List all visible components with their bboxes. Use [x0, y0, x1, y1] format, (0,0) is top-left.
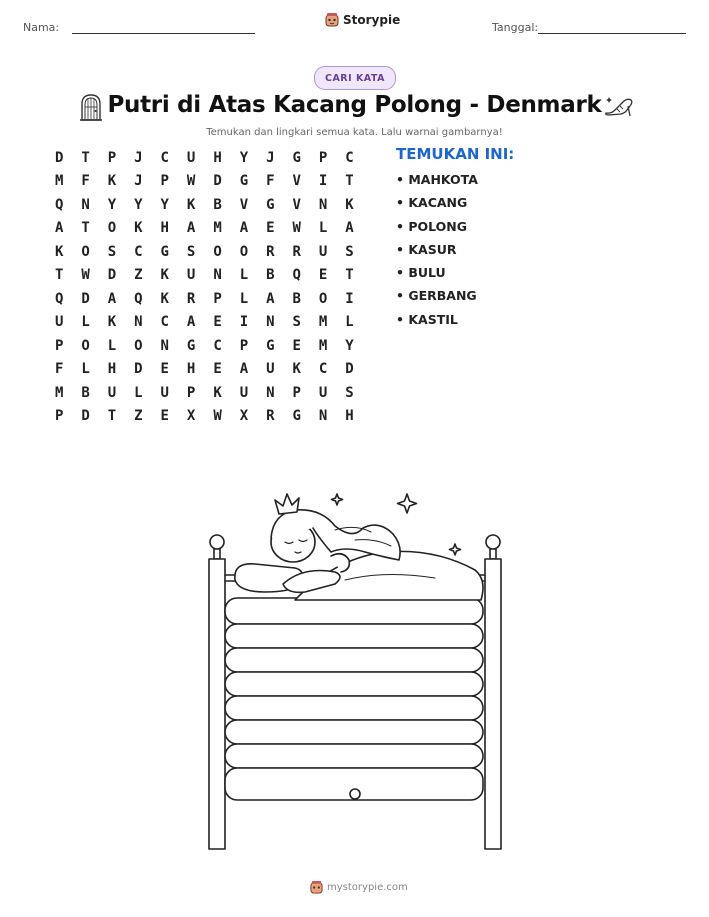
grid-letter[interactable]: A [54, 220, 64, 237]
grid-letter[interactable]: L [239, 290, 249, 307]
word-list-heading: TEMUKAN INI: [396, 145, 515, 163]
grid-letter[interactable]: O [134, 337, 143, 354]
grid-letter[interactable]: Z [134, 408, 143, 425]
grid-letter[interactable]: Z [134, 267, 143, 284]
grid-letter[interactable]: K [160, 267, 169, 284]
grid-letter[interactable]: M [318, 314, 328, 331]
grid-letter[interactable]: D [54, 149, 64, 166]
word-list-item: • KACANG [396, 195, 468, 211]
grid-letter[interactable]: Y [239, 149, 249, 166]
grid-letter[interactable]: T [81, 220, 90, 237]
grid-letter[interactable]: H [213, 149, 222, 166]
grid-letter[interactable]: P [292, 384, 301, 401]
grid-letter[interactable]: H [345, 408, 354, 425]
grid-letter[interactable]: U [160, 384, 169, 401]
grid-letter[interactable]: S [186, 243, 196, 260]
grid-letter[interactable]: C [345, 149, 354, 166]
grid-letter[interactable]: Q [54, 196, 64, 213]
grid-letter[interactable]: W [81, 267, 90, 284]
grid-letter[interactable]: D [134, 361, 143, 378]
grid-letter[interactable]: G [160, 243, 169, 260]
grid-row [46, 217, 363, 241]
grid-letter[interactable]: M [318, 337, 328, 354]
grid-letter[interactable]: D [81, 408, 90, 425]
grid-letter[interactable]: O [81, 243, 90, 260]
grid-row [46, 146, 363, 170]
brand [325, 12, 400, 28]
grid-letter[interactable]: P [213, 290, 222, 307]
grid-letter[interactable]: U [318, 384, 328, 401]
grid-row [46, 405, 363, 429]
grid-letter[interactable]: U [318, 243, 328, 260]
grid-letter[interactable]: N [266, 314, 275, 331]
grid-row [46, 311, 363, 335]
grid-letter[interactable]: O [81, 337, 90, 354]
grid-letter[interactable]: O [213, 243, 222, 260]
grid-letter[interactable]: A [107, 290, 117, 307]
grid-letter[interactable]: A [186, 314, 196, 331]
grid-letter[interactable]: K [213, 384, 222, 401]
grid-letter[interactable]: T [54, 267, 64, 284]
grid-row [46, 358, 363, 382]
grid-letter[interactable]: Y [134, 196, 143, 213]
grid-letter[interactable]: I [318, 173, 328, 190]
grid-letter[interactable]: E [160, 361, 169, 378]
grid-letter[interactable]: K [186, 196, 196, 213]
word-list-item: • GERBANG [396, 288, 477, 304]
grid-letter[interactable]: G [292, 408, 301, 425]
grid-letter[interactable]: K [134, 220, 143, 237]
grid-letter[interactable]: D [107, 267, 117, 284]
grid-letter[interactable]: E [160, 408, 169, 425]
grid-letter[interactable]: R [266, 243, 275, 260]
grid-letter[interactable]: B [266, 267, 275, 284]
grid-letter[interactable]: A [239, 220, 249, 237]
word-list [396, 172, 478, 335]
grid-letter[interactable]: D [345, 361, 354, 378]
grid-letter[interactable]: N [213, 267, 222, 284]
grid-letter[interactable]: V [292, 196, 301, 213]
grid-letter[interactable]: U [186, 267, 196, 284]
grid-letter[interactable]: U [239, 384, 249, 401]
grid-letter[interactable]: A [266, 290, 275, 307]
grid-letter[interactable]: P [186, 384, 196, 401]
grid-letter[interactable]: N [318, 408, 328, 425]
grid-row [46, 264, 363, 288]
grid-letter[interactable]: V [239, 196, 249, 213]
grid-letter[interactable]: E [213, 361, 222, 378]
grid-letter[interactable]: G [186, 337, 196, 354]
grid-letter[interactable]: N [160, 337, 169, 354]
instructions: Temukan dan lingkari semua kata. Lalu warnai gambarnya! [206, 127, 503, 138]
grid-letter[interactable]: A [239, 361, 249, 378]
grid-letter[interactable]: Q [134, 290, 143, 307]
grid-letter[interactable]: Q [54, 290, 64, 307]
word-list-item: • POLONG [396, 218, 467, 234]
grid-letter[interactable]: P [107, 149, 117, 166]
grid-letter[interactable]: S [345, 243, 354, 260]
grid-letter[interactable]: C [318, 361, 328, 378]
grid-letter[interactable]: K [292, 361, 301, 378]
grid-letter[interactable]: H [107, 361, 117, 378]
word-list-item: • MAHKOTA [396, 172, 478, 187]
grid-letter[interactable]: K [107, 314, 117, 331]
grid-letter[interactable]: U [266, 361, 275, 378]
grid-letter[interactable]: M [54, 173, 64, 190]
grid-letter[interactable]: F [266, 173, 275, 190]
grid-letter[interactable]: K [160, 290, 169, 307]
grid-letter[interactable]: H [186, 361, 196, 378]
grid-letter[interactable]: Y [160, 196, 169, 213]
grid-row [46, 240, 363, 264]
grid-letter[interactable]: P [160, 173, 169, 190]
grid-letter[interactable]: J [266, 149, 275, 166]
grid-letter[interactable]: A [345, 220, 354, 237]
grid-letter[interactable]: W [213, 408, 222, 425]
grid-letter[interactable]: P [54, 337, 64, 354]
grid-letter[interactable]: F [81, 173, 90, 190]
glass-slipper-icon [603, 94, 635, 120]
grid-letter[interactable]: M [213, 220, 222, 237]
storypie-mascot-icon [310, 880, 323, 895]
grid-letter[interactable]: C [213, 337, 222, 354]
grid-letter[interactable]: J [134, 173, 143, 190]
grid-letter[interactable]: B [292, 290, 301, 307]
grid-letter[interactable]: L [81, 314, 90, 331]
grid-letter[interactable]: U [54, 314, 64, 331]
grid-letter[interactable]: U [107, 384, 117, 401]
grid-letter[interactable]: N [318, 196, 328, 213]
grid-letter[interactable]: I [239, 314, 249, 331]
grid-letter[interactable]: X [239, 408, 249, 425]
grid-letter[interactable]: E [213, 314, 222, 331]
grid-letter[interactable]: A [186, 220, 196, 237]
grid-letter[interactable]: K [107, 173, 117, 190]
date-field[interactable] [538, 33, 686, 34]
grid-letter[interactable]: K [345, 196, 354, 213]
grid-letter[interactable]: T [345, 267, 354, 284]
grid-letter[interactable]: O [239, 243, 249, 260]
grid-letter[interactable]: X [186, 408, 196, 425]
grid-letter[interactable]: S [292, 314, 301, 331]
grid-letter[interactable]: G [266, 337, 275, 354]
grid-letter[interactable]: K [54, 243, 64, 260]
grid-letter[interactable]: P [239, 337, 249, 354]
grid-row [46, 287, 363, 311]
grid-letter[interactable]: L [345, 314, 354, 331]
grid-letter[interactable]: S [107, 243, 117, 260]
word-list-item: • KASTIL [396, 311, 458, 327]
page-title: Putri di Atas Kacang Polong - Denmark [107, 92, 602, 118]
grid-letter[interactable]: L [318, 220, 328, 237]
name-field[interactable] [72, 33, 255, 34]
grid-letter[interactable]: M [54, 384, 64, 401]
grid-letter[interactable]: D [213, 173, 222, 190]
grid-letter[interactable]: Y [345, 337, 354, 354]
grid-letter[interactable]: Q [292, 267, 301, 284]
grid-letter[interactable]: V [292, 173, 301, 190]
grid-letter[interactable]: N [134, 314, 143, 331]
footer-site: mystorypie.com [327, 882, 408, 893]
grid-letter[interactable]: T [107, 408, 117, 425]
grid-letter[interactable]: J [134, 149, 143, 166]
grid-letter[interactable]: B [213, 196, 222, 213]
grid-letter[interactable]: L [134, 384, 143, 401]
grid-letter[interactable]: W [186, 173, 196, 190]
grid-letter[interactable]: U [186, 149, 196, 166]
grid-row [46, 334, 363, 358]
grid-letter[interactable]: O [107, 220, 117, 237]
brand-name: Storypie [343, 13, 401, 27]
grid-letter[interactable]: G [292, 149, 301, 166]
grid-letter[interactable]: C [160, 314, 169, 331]
grid-letter[interactable]: S [345, 384, 354, 401]
footer [310, 880, 408, 895]
grid-letter[interactable]: I [345, 290, 354, 307]
grid-letter[interactable]: G [266, 196, 275, 213]
grid-letter[interactable]: T [81, 149, 90, 166]
grid-letter[interactable]: F [54, 361, 64, 378]
activity-badge: CARI KATA [314, 66, 396, 90]
princess-on-mattress-stack-illustration[interactable] [195, 480, 515, 860]
grid-letter[interactable]: N [81, 196, 90, 213]
grid-letter[interactable]: N [266, 384, 275, 401]
grid-letter[interactable]: E [292, 337, 301, 354]
grid-letter[interactable]: L [81, 361, 90, 378]
grid-letter[interactable]: R [292, 243, 301, 260]
word-list-item: • KASUR [396, 241, 457, 257]
grid-letter[interactable]: C [160, 149, 169, 166]
grid-letter[interactable]: P [54, 408, 64, 425]
grid-letter[interactable]: Y [107, 196, 117, 213]
grid-letter[interactable]: E [318, 267, 328, 284]
grid-letter[interactable]: C [134, 243, 143, 260]
grid-letter[interactable]: E [266, 220, 275, 237]
grid-letter[interactable]: P [318, 149, 328, 166]
date-label: Tanggal: [492, 21, 539, 34]
grid-row [46, 381, 363, 405]
grid-letter[interactable]: H [160, 220, 169, 237]
storypie-mascot-icon [325, 12, 339, 28]
grid-letter[interactable]: W [292, 220, 301, 237]
grid-letter[interactable]: L [239, 267, 249, 284]
grid-letter[interactable]: D [81, 290, 90, 307]
name-label: Nama: [23, 21, 60, 34]
grid-row [46, 193, 363, 217]
word-search-grid[interactable] [46, 146, 363, 428]
grid-letter[interactable]: T [345, 173, 354, 190]
grid-letter[interactable]: R [266, 408, 275, 425]
grid-letter[interactable]: G [239, 173, 249, 190]
grid-letter[interactable]: L [107, 337, 117, 354]
grid-letter[interactable]: B [81, 384, 90, 401]
word-list-item: • BULU [396, 265, 446, 281]
grid-row [46, 170, 363, 194]
grid-letter[interactable]: O [318, 290, 328, 307]
grid-letter[interactable]: R [186, 290, 196, 307]
